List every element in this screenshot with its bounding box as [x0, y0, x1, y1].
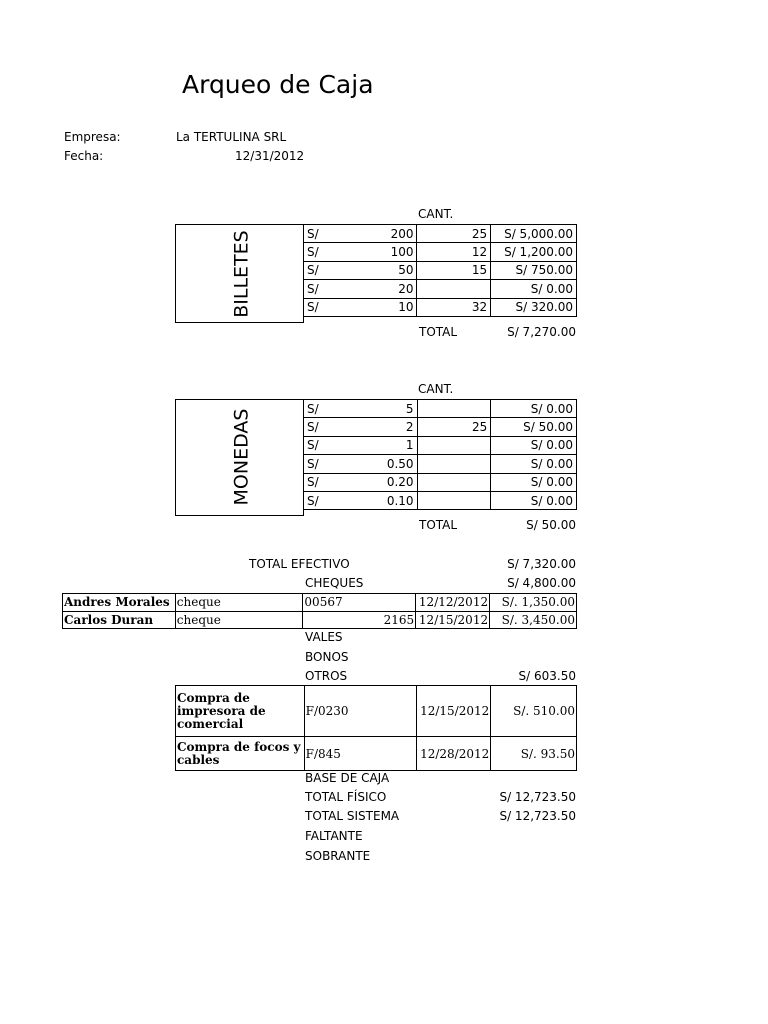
- amount-cell: S/ 0.00: [491, 280, 577, 298]
- otros-description: Compra de impresora de comercial: [176, 686, 305, 737]
- monedas-cant-label: CANT.: [418, 382, 454, 396]
- faltante-label: FALTANTE: [305, 829, 363, 843]
- denomination-cell: S/ 0.10: [304, 491, 418, 509]
- qty-cell: [417, 491, 491, 509]
- amount-cell: S/ 0.00: [491, 436, 577, 454]
- total-fisico-value: S/ 12,723.50: [499, 790, 576, 804]
- billetes-label-box: [175, 224, 304, 323]
- table-row: [63, 611, 577, 629]
- billetes-total-label: TOTAL: [419, 325, 458, 339]
- cheques-label: CHEQUES: [305, 576, 364, 590]
- denomination-cell: S/ 5: [304, 400, 418, 418]
- table-row: [304, 455, 577, 473]
- cheque-type: cheque: [175, 594, 303, 612]
- qty-cell: 12: [417, 243, 491, 261]
- denomination-cell: S/ 0.50: [304, 455, 418, 473]
- qty-cell: 15: [417, 261, 491, 279]
- otros-invoice: F/845: [304, 737, 417, 771]
- cheque-name: Andres Morales: [63, 594, 176, 612]
- denomination-cell: S/ 100: [304, 243, 417, 261]
- table-row: [304, 280, 577, 298]
- denomination-cell: S/ 20: [304, 280, 417, 298]
- billetes-label: BILLETES: [230, 230, 253, 318]
- denomination-cell: S/ 10: [304, 298, 417, 316]
- table-row: [304, 473, 577, 491]
- table-row: [304, 261, 577, 279]
- otros-label: OTROS: [305, 669, 348, 683]
- qty-cell: [417, 280, 491, 298]
- empresa-label: Empresa:: [64, 130, 121, 144]
- denomination-cell: S/ 1: [304, 436, 418, 454]
- fecha-value: 12/31/2012: [235, 149, 305, 163]
- page-title: Arqueo de Caja: [182, 70, 374, 99]
- total-fisico-label: TOTAL FÍSICO: [305, 790, 387, 804]
- total-sistema-label: TOTAL SISTEMA: [305, 809, 400, 823]
- amount-cell: S/ 0.00: [491, 473, 577, 491]
- denomination-cell: S/ 200: [304, 225, 417, 243]
- cheque-name: Carlos Duran: [63, 611, 176, 629]
- monedas-total-label: TOTAL: [419, 518, 458, 532]
- cheque-date: 12/12/2012: [416, 594, 490, 612]
- otros-invoice: F/0230: [304, 686, 417, 737]
- denomination-cell: S/ 50: [304, 261, 417, 279]
- table-row: [176, 686, 577, 737]
- monedas-table: [303, 399, 577, 510]
- qty-cell: [417, 400, 491, 418]
- otros-value: S/ 603.50: [518, 669, 576, 683]
- amount-cell: S/ 5,000.00: [491, 225, 577, 243]
- table-row: [304, 491, 577, 509]
- table-row: [304, 243, 577, 261]
- qty-cell: [417, 455, 491, 473]
- otros-date: 12/28/2012: [417, 737, 491, 771]
- empresa-value: La TERTULINA SRL: [176, 130, 287, 144]
- monedas-total-value: S/ 50.00: [526, 518, 576, 532]
- fecha-label: Fecha:: [64, 149, 104, 163]
- base-caja-label: BASE DE CAJA: [305, 771, 390, 785]
- billetes-cant-label: CANT.: [418, 207, 454, 221]
- otros-amount: S/. 93.50: [491, 737, 577, 771]
- bonos-label: BONOS: [305, 650, 349, 664]
- amount-cell: S/ 0.00: [491, 455, 577, 473]
- table-row: [176, 737, 577, 771]
- cheque-amount: S/. 3,450.00: [490, 611, 577, 629]
- denomination-cell: S/ 0.20: [304, 473, 418, 491]
- cheque-type: cheque: [175, 611, 303, 629]
- sobrante-label: SOBRANTE: [305, 849, 371, 863]
- amount-cell: S/ 50.00: [491, 418, 577, 436]
- amount-cell: S/ 0.00: [491, 491, 577, 509]
- table-row: [304, 418, 577, 436]
- cheque-number: 2165: [303, 611, 416, 629]
- amount-cell: S/ 0.00: [491, 400, 577, 418]
- monedas-label-box: [175, 399, 304, 516]
- amount-cell: S/ 750.00: [491, 261, 577, 279]
- otros-table: [175, 685, 577, 771]
- monedas-label: MONEDAS: [230, 408, 253, 506]
- cheque-amount: S/. 1,350.00: [490, 594, 577, 612]
- table-row: [63, 594, 577, 612]
- cheques-table: [62, 593, 577, 629]
- cheque-date: 12/15/2012: [416, 611, 490, 629]
- total-efectivo-label: TOTAL EFECTIVO: [249, 557, 350, 571]
- table-row: [304, 436, 577, 454]
- table-row: [304, 298, 577, 316]
- total-sistema-value: S/ 12,723.50: [499, 809, 576, 823]
- table-row: [304, 225, 577, 243]
- qty-cell: [417, 473, 491, 491]
- qty-cell: [417, 436, 491, 454]
- cheques-value: S/ 4,800.00: [507, 576, 576, 590]
- table-row: [304, 400, 577, 418]
- qty-cell: 32: [417, 298, 491, 316]
- denomination-cell: S/ 2: [304, 418, 418, 436]
- amount-cell: S/ 1,200.00: [491, 243, 577, 261]
- cheque-number: 00567: [303, 594, 416, 612]
- otros-description: Compra de focos y cables: [176, 737, 305, 771]
- total-efectivo-value: S/ 7,320.00: [507, 557, 576, 571]
- vales-label: VALES: [305, 630, 343, 644]
- billetes-table: [303, 224, 577, 317]
- qty-cell: 25: [417, 225, 491, 243]
- otros-amount: S/. 510.00: [491, 686, 577, 737]
- billetes-total-value: S/ 7,270.00: [507, 325, 576, 339]
- otros-date: 12/15/2012: [417, 686, 491, 737]
- qty-cell: 25: [417, 418, 491, 436]
- amount-cell: S/ 320.00: [491, 298, 577, 316]
